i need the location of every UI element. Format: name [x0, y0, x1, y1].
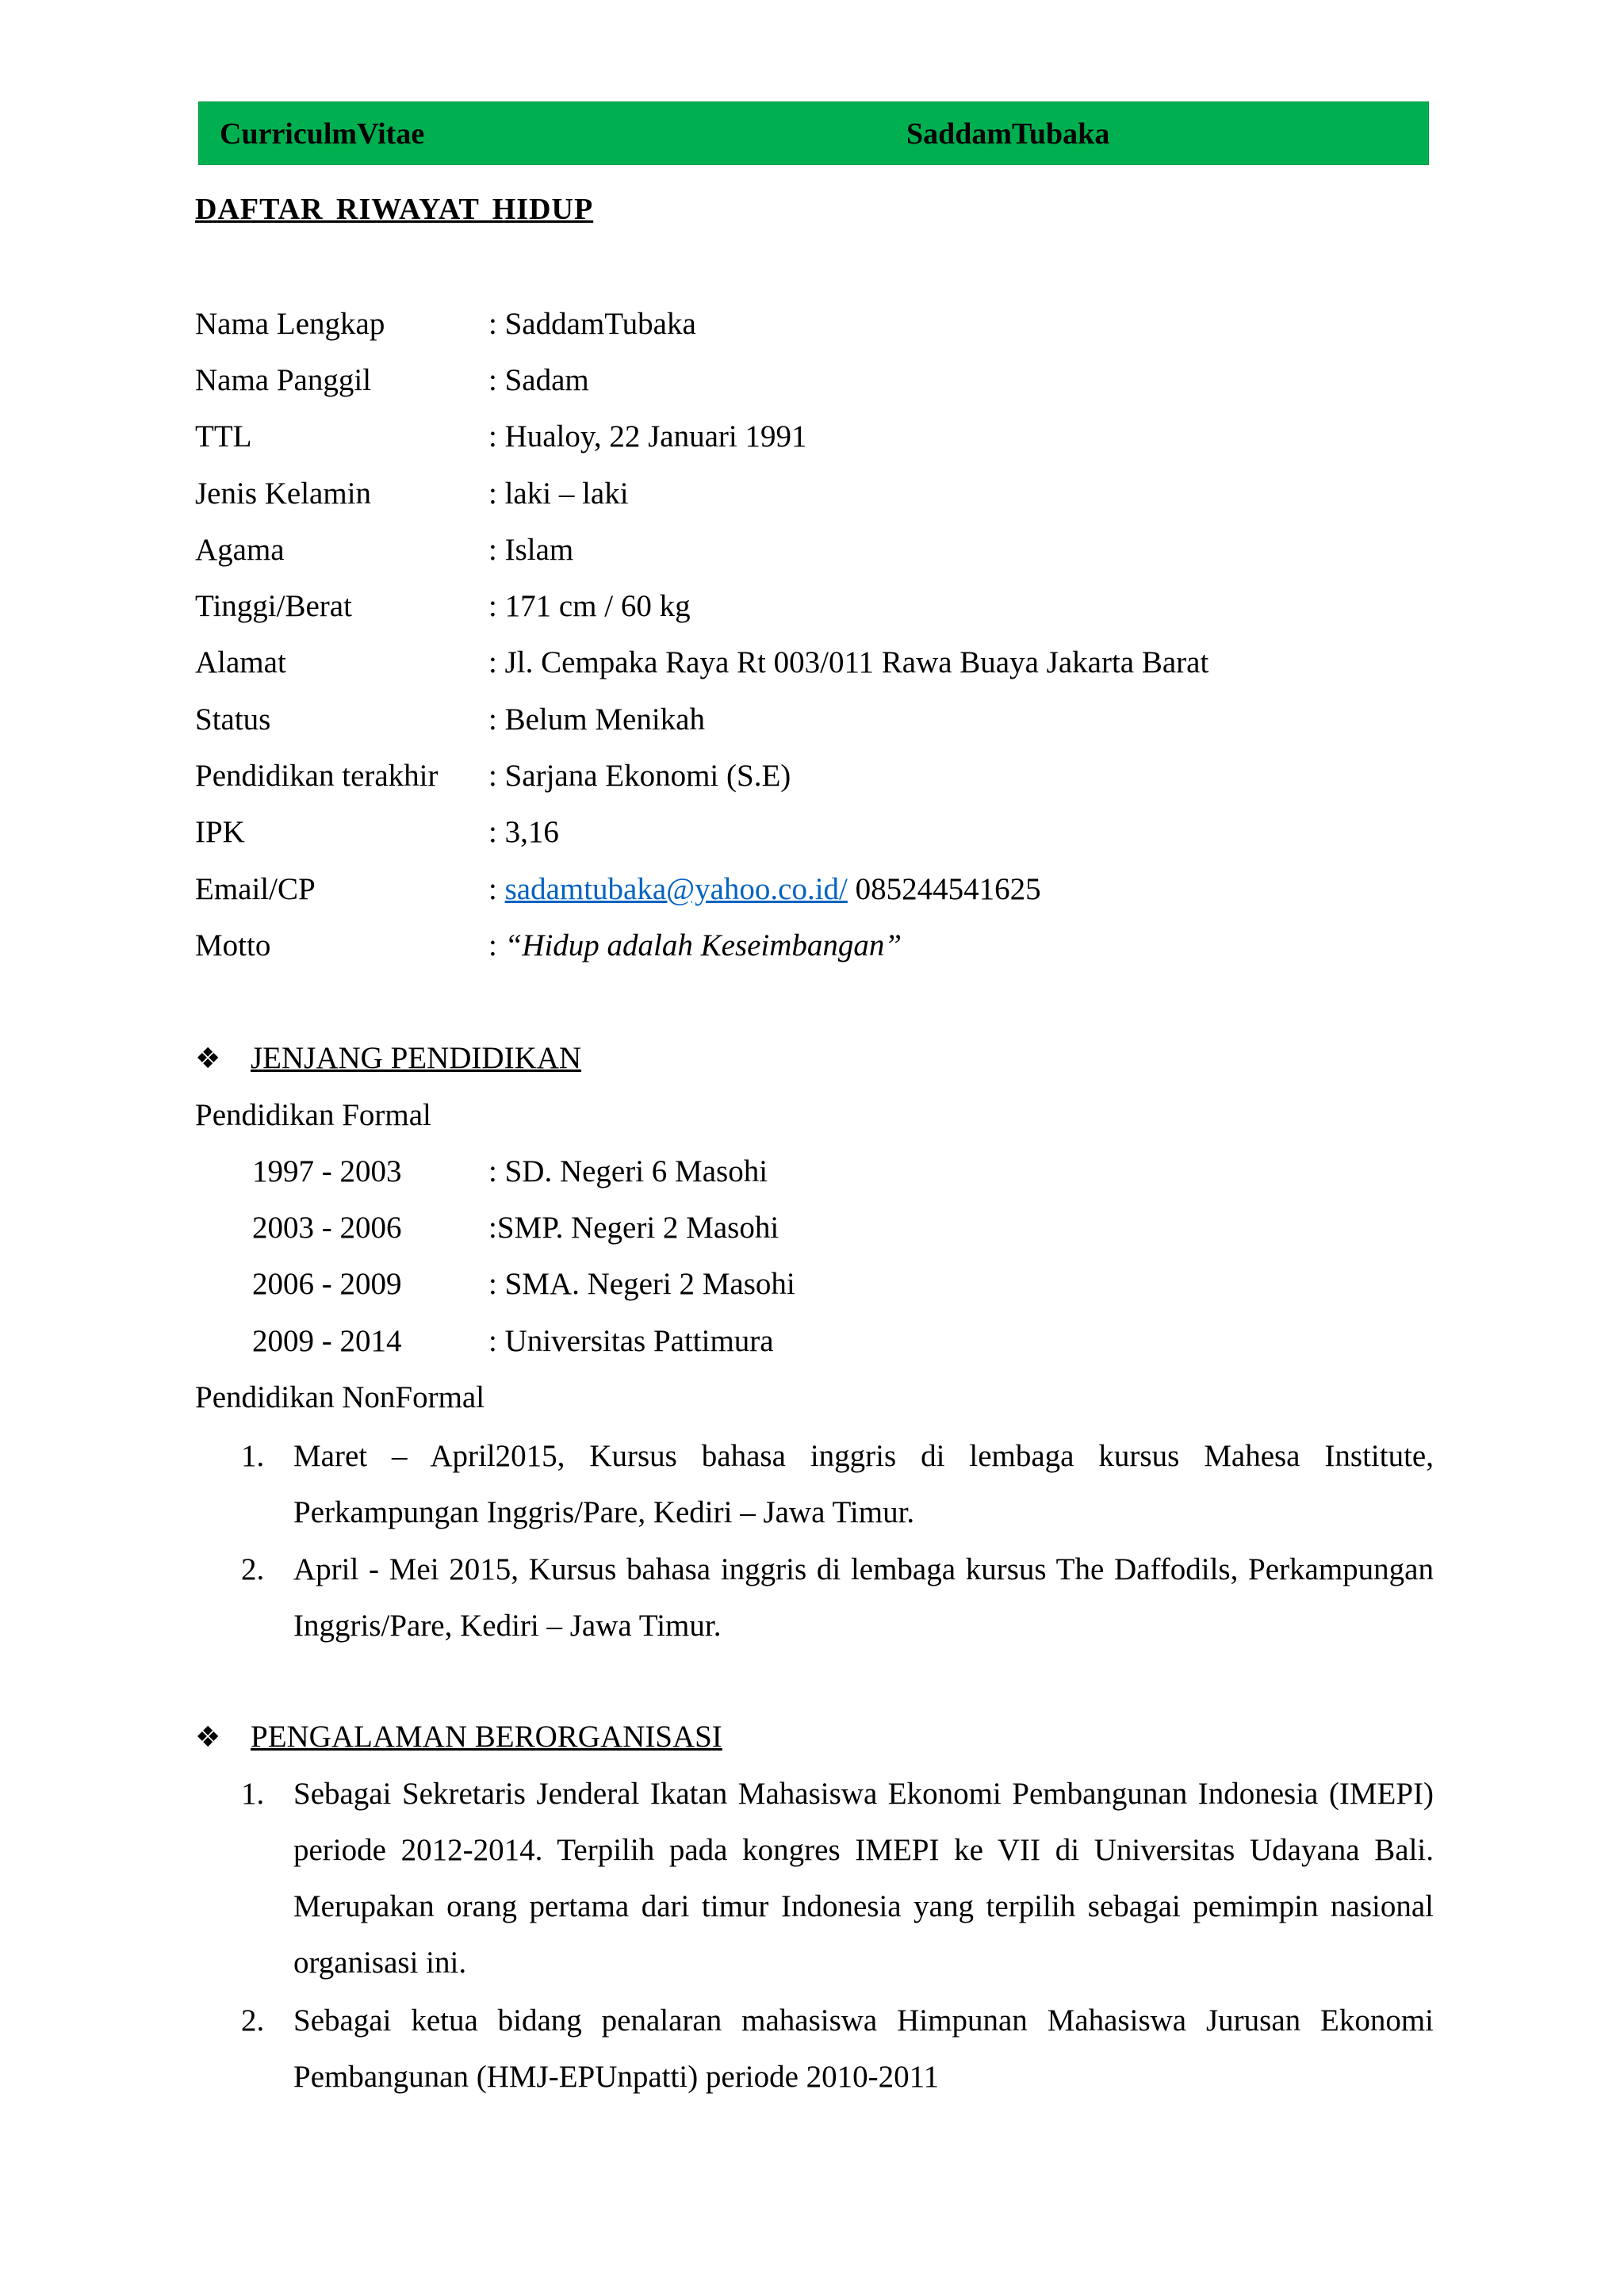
- personal-row: [0, 470, 1624, 518]
- nonformal-education-label: Pendidikan NonFormal: [195, 1380, 485, 1414]
- personal-value: : Islam: [488, 533, 574, 567]
- education-school: :SMP. Negeri 2 Masohi: [488, 1211, 779, 1245]
- motto-colon: :: [488, 928, 505, 962]
- personal-label: Agama: [195, 533, 285, 567]
- personal-value: : Hualoy, 22 Januari 1991: [488, 419, 807, 453]
- motto-text: “Hidup adalah Keseimbangan”: [504, 928, 902, 962]
- personal-row: [0, 357, 1624, 404]
- formal-education-label: Pendidikan Formal: [195, 1098, 431, 1132]
- email-link[interactable]: sadamtubaka@yahoo.co.id/: [504, 872, 848, 906]
- list-number: 2.: [241, 1552, 265, 1586]
- formal-education-row: [0, 1318, 1624, 1365]
- list-item-text: Maret – April2015, Kursus bahasa inggris di lembaga kursus Mahesa Institute, Perkampungan Inggris/Pare, Kediri – Jawa Timur.: [293, 1439, 1434, 1529]
- organization-heading: [195, 1713, 722, 1761]
- education-heading-text: JENJANG PENDIDIKAN: [251, 1041, 582, 1075]
- phone-number: 085244541625: [847, 872, 1041, 906]
- personal-label: IPK: [195, 815, 245, 849]
- personal-value: : 3,16: [488, 815, 559, 849]
- personal-label: Tinggi/Berat: [195, 589, 352, 623]
- education-years: 2006 - 2009: [252, 1267, 402, 1301]
- list-item-text: Sebagai Sekretaris Jenderal Ikatan Mahasiswa Ekonomi Pembangunan Indonesia (IMEPI) periode 2012-2014. Terpilih pada kongres IMEPI ke VII di Universitas Udayana Bali. Merupakan orang pertama dari timur Indonesia yang terpilih sebagai pemimpin nasional organisasi ini.: [293, 1777, 1434, 1980]
- cv-header-banner: [198, 101, 1429, 165]
- list-number: 2.: [241, 2003, 265, 2038]
- list-item-text: April - Mei 2015, Kursus bahasa inggris di lembaga kursus The Daffodils, Perkampungan Inggris/Pare, Kediri – Jawa Timur.: [293, 1552, 1434, 1643]
- header-cv-label: CurriculmVitae: [220, 117, 425, 151]
- personal-value: : Sarjana Ekonomi (S.E): [488, 759, 791, 793]
- header-name: SaddamTubaka: [906, 117, 1110, 151]
- personal-value: : Sadam: [488, 363, 589, 397]
- personal-row: [0, 583, 1624, 630]
- personal-label: Pendidikan terakhir: [195, 759, 439, 793]
- personal-label: Nama Panggil: [195, 363, 372, 397]
- personal-row: [0, 696, 1624, 744]
- personal-row: [0, 526, 1624, 574]
- personal-row: [0, 300, 1624, 348]
- personal-row: [0, 809, 1624, 856]
- formal-education-row: [0, 1204, 1624, 1252]
- personal-label: Status: [195, 702, 271, 737]
- personal-row: [0, 639, 1624, 687]
- education-years: 2003 - 2006: [252, 1211, 402, 1245]
- education-heading: [195, 1035, 581, 1082]
- education-school: : SD. Negeri 6 Masohi: [488, 1154, 768, 1188]
- email-value: [488, 866, 1041, 913]
- personal-value: : laki – laki: [488, 476, 629, 511]
- personal-label: Nama Lengkap: [195, 307, 385, 341]
- motto-value: [488, 922, 902, 970]
- personal-value: : Belum Menikah: [488, 702, 705, 737]
- formal-education-row: [0, 1261, 1624, 1308]
- email-colon: :: [488, 872, 505, 906]
- education-years: 1997 - 2003: [252, 1154, 402, 1188]
- personal-row: [0, 413, 1624, 461]
- education-years: 2009 - 2014: [252, 1324, 402, 1358]
- personal-label: TTL: [195, 419, 252, 453]
- personal-value: : Jl. Cempaka Raya Rt 003/011 Rawa Buaya Jakarta Barat: [488, 645, 1209, 679]
- list-number: 1.: [241, 1439, 265, 1473]
- education-school: : SMA. Negeri 2 Masohi: [488, 1267, 795, 1301]
- personal-value: : 171 cm / 60 kg: [488, 589, 691, 623]
- page-title: DAFTAR RIWAYAT HIDUP: [195, 193, 594, 226]
- formal-education-row: [0, 1148, 1624, 1196]
- personal-row: [0, 752, 1624, 800]
- motto-row: [0, 922, 1624, 970]
- personal-label: Alamat: [195, 645, 286, 679]
- education-school: : Universitas Pattimura: [488, 1324, 774, 1358]
- diamond-bullet-icon: ❖: [195, 1043, 221, 1075]
- email-row: [0, 866, 1624, 913]
- personal-value: : SaddamTubaka: [488, 307, 696, 341]
- list-number: 1.: [241, 1777, 265, 1811]
- organization-heading-text: PENGALAMAN BERORGANISASI: [251, 1720, 722, 1754]
- diamond-bullet-icon: ❖: [195, 1721, 221, 1754]
- email-label: Email/CP: [195, 872, 316, 906]
- personal-label: Jenis Kelamin: [195, 476, 372, 511]
- motto-label: Motto: [195, 928, 271, 962]
- list-item-text: Sebagai ketua bidang penalaran mahasiswa Himpunan Mahasiswa Jurusan Ekonomi Pembangunan (HMJ-EPUnpatti) periode 2010-2011: [293, 2003, 1434, 2094]
